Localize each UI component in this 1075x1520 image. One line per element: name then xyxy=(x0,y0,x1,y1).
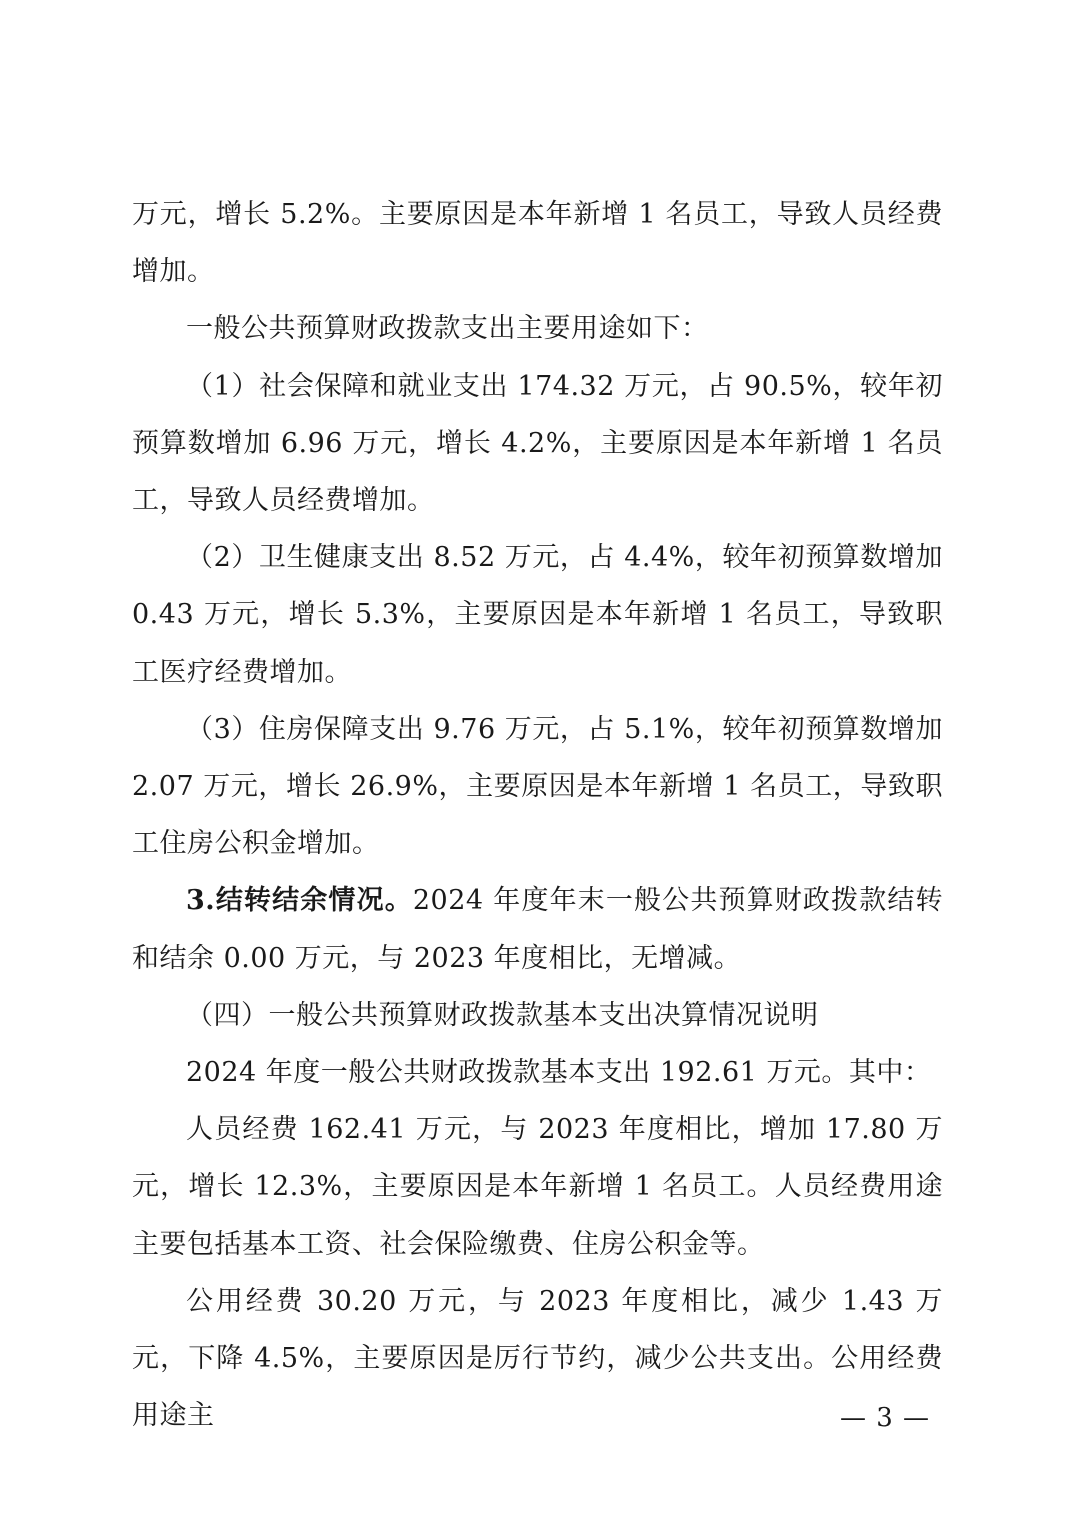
paragraph-text: 2024 年度一般公共财政拨款基本支出 192.61 万元。其中： xyxy=(186,1057,932,1089)
paragraph-text: （1）社会保障和就业支出 174.32 万元，占 90.5%，较年初预算数增加 6.96 万元，增长 4.2%，主要原因是本年新增 1 名员工，导致人员经费增加。 xyxy=(132,370,943,517)
paragraph-social-security-expenditure xyxy=(132,358,943,530)
paragraph-text: 一般公共预算财政拨款支出主要用途如下： xyxy=(186,313,709,345)
paragraph-text: 公用经费 30.20 万元，与 2023 年度相比，减少 1.43 万元，下降 4.5%，主要原因是厉行节约，减少公共支出。公用经费用途主 xyxy=(132,1285,943,1432)
paragraph-health-expenditure xyxy=(132,529,943,701)
paragraph-text: 人员经费 162.41 万元，与 2023 年度相比，增加 17.80 万元，增长 12.3%，主要原因是本年新增 1 名员工。人员经费用途主要包括基本工资、社会保险缴费、住房公积金等。 xyxy=(132,1114,943,1260)
paragraph-public-expenses xyxy=(132,1273,943,1445)
paragraph-text: （四）一般公共预算财政拨款基本支出决算情况说明 xyxy=(186,999,819,1031)
section-lead-heading: 3.结转结余情况。 xyxy=(186,885,413,917)
paragraph-expenditure-uses-intro xyxy=(132,300,943,357)
section-heading-basic-expenditure xyxy=(132,987,943,1044)
paragraph-basic-expenditure-total xyxy=(132,1044,943,1101)
page-number: — 3 — xyxy=(839,1403,931,1433)
paragraph-housing-expenditure xyxy=(132,701,943,873)
paragraph-personnel-expenses xyxy=(132,1101,943,1273)
paragraph-personnel-cost-increase xyxy=(132,186,943,300)
paragraph-text: （2）卫生健康支出 8.52 万元，占 4.4%，较年初预算数增加 0.43 万元，增长 5.3%，主要原因是本年新增 1 名员工，导致职工医疗经费增加。 xyxy=(132,542,943,688)
paragraph-text: 万元，增长 5.2%。主要原因是本年新增 1 名员工，导致人员经费增加。 xyxy=(132,199,943,288)
paragraph-carryover-balance xyxy=(132,872,943,986)
paragraph-text: （3）住房保障支出 9.76 万元，占 5.1%，较年初预算数增加 2.07 万元，增长 26.9%，主要原因是本年新增 1 名员工，导致职工住房公积金增加。 xyxy=(132,713,943,860)
paragraph-text: 2024 年度年末一般公共预算财政拨款结转和结余 0.00 万元，与 2023 年度相比，无增减。 xyxy=(132,885,943,974)
document-body xyxy=(132,186,943,1444)
